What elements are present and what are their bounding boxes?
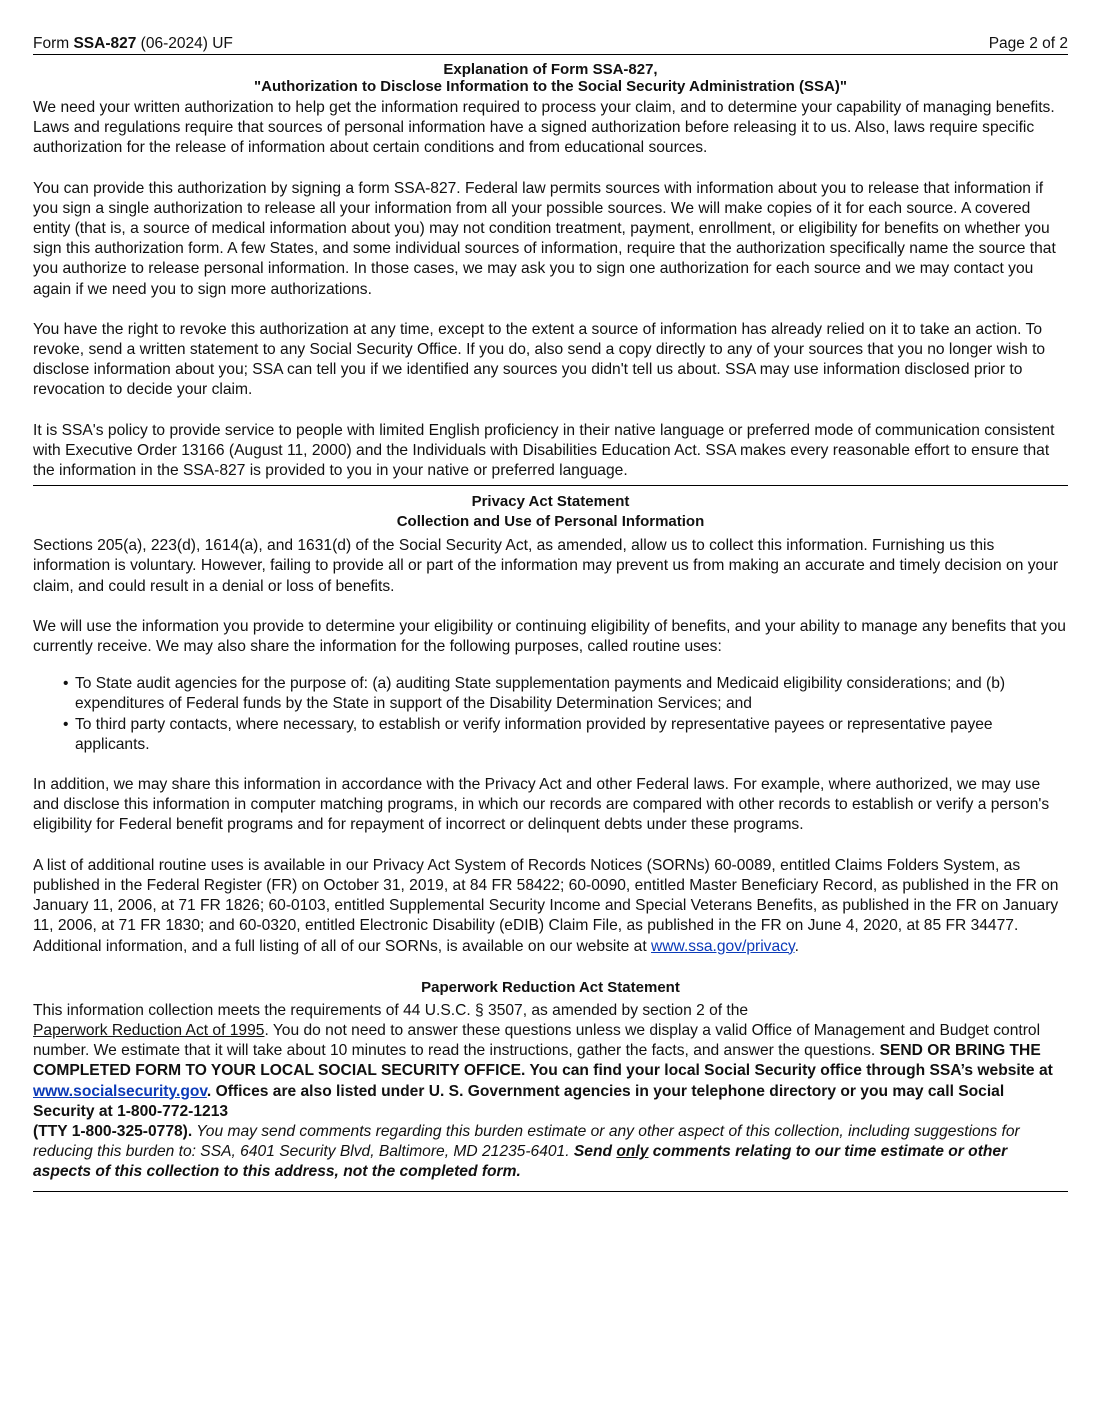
privacy-paragraph: Sections 205(a), 223(d), 1614(a), and 1631(d) of the Social Security Act, as amended, allow us to collect this information. Furnishing us this information is voluntary. However, failing to provide all or part of the information may prevent us from making an accurate and timely decision on your claim, and could result in a denial or loss of benefits. [33, 537, 1059, 595]
explanation-title: Explanation of Form SSA-827, "Authorization to Disclose Information to the Social Security Administration (SSA)" [254, 61, 847, 95]
section-divider [33, 485, 1068, 486]
privacy-link[interactable]: www.ssa.gov/privacy [651, 937, 795, 955]
routine-uses-list [33, 674, 1068, 755]
explanation-paragraph: You can provide this authorization by signing a form SSA-827. Federal law permits sources with information about you to release that information if you sign a single authorization to release all your information from all your possible sources. We will make copies of it for each source. A covered entity (that is, a source of medical information about you) may not condition treatment, payment, enrollment, or eligibility for benefits on whether you sign this authorization form. A few States, and some individual sources of information, require that the authorization specifically name the source that you authorize to release personal information. In those cases, we may ask you to sign one authorization for each source and we may contact you again if we need you to sign more authorizations. [33, 179, 1056, 298]
privacy-paragraph: We will use the information you provide to determine your eligibility or continuing eligibility of benefits, and your ability to manage any benefits that you currently receive. We may also share the information for the following purposes, called routine uses: [33, 617, 1066, 656]
explanation-paragraph: We need your written authorization to help get the information required to process your claim, and to determine your capability of managing benefits. Laws and regulations require that sources of personal information have a signed authorization before releasing it to us. Also, laws require specific authorization for the release of information about certain conditions and from educational sources. [33, 99, 1055, 157]
list-item: • To State audit agencies for the purpose of: (a) auditing State supplementation payments and Medicaid eligibility considerations; and (b) expenditures of Federal funds by the State in support of the Disability Determination Services; and [63, 674, 1068, 714]
form-number: Form SSA-827 (06-2024) UF [33, 35, 233, 52]
list-item: • To third party contacts, where necessary, to establish or verify information provided by representative payees or representative payee applicants. [63, 715, 1068, 755]
page-number: Page 2 of 2 [988, 35, 1068, 52]
explanation-paragraph: You have the right to revoke this authorization at any time, except to the extent a source of information has already relied on it to take an action. To revoke, send a written statement to any Social Security Office. If you do, also send a copy directly to any of your sources that you no longer wish to disclose information about you; SSA can tell you if we identified any sources you didn't tell us about. SSA may use information disclosed prior to revocation to decide your claim. [33, 320, 1046, 399]
explanation-paragraph: It is SSA's policy to provide service to people with limited English proficiency in their native language or preferred mode of communication consistent with Executive Order 13166 (August 11, 2000) and the Individuals with Disabilities Education Act. SSA makes every reasonable effort to ensure that the information in the SSA-827 is provided to you in your native or preferred language. [33, 421, 1055, 480]
pra-act-link[interactable]: Paperwork Reduction Act of 1995 [33, 1021, 265, 1039]
footer-divider [33, 1191, 1068, 1192]
privacy-paragraph: In addition, we may share this information in accordance with the Privacy Act and other Federal laws. For example, where authorized, we may use and disclose this information in computer matching programs, in which our records are compared with other records to establish or verify a person's eligibility for Federal benefit programs and for repayment of incorrect or delinquent debts under these programs. [33, 776, 1050, 834]
paperwork-title: Paperwork Reduction Act Statement [421, 978, 680, 996]
paperwork-paragraph: This information collection meets the requirements of 44 U.S.C. § 3507, as amended by section 2 of the Paperwork Reduction Act of 1995. You do not need to answer these questions unless we display a valid Office of Management and Budget control number. We estimate that it will take about 10 minutes to read the instructions, gather the facts, and answer the questions. SEND OR BRING THE COMPLETED FORM TO YOUR LOCAL SOCIAL SECURITY OFFICE. You can find your local Social Security office through SSA’s website at www.socialsecurity.gov. Offices are also listed under U. S. Government agencies in your telephone directory or you may call Social Security at 1-800-772-1213 (TTY 1-800-325-0778). You may send comments regarding this burden estimate or any other aspect of this collection, including suggestions for reducing this burden to: SSA, 6401 Security Blvd, Baltimore, MD 21235-6401. Send only comments relating to our time estimate or other aspects of this collection to this address, not the completed form. [33, 1001, 1053, 1181]
privacy-title: Privacy Act Statement Collection and Use of Personal Information [396, 493, 705, 531]
socialsecurity-link[interactable]: www.socialsecurity.gov [33, 1082, 207, 1100]
form-page [33, 34, 1068, 1192]
privacy-paragraph: A list of additional routine uses is available in our Privacy Act System of Records Notices (SORNs) 60-0089, entitled Claims Folders System, as published in the Federal Register (FR) on October 31, 2019, at 84 FR 58422; 60-0090, entitled Master Beneficiary Record, as published in the FR on January 11, 2006, at 71 FR 1826; 60-0103, entitled Supplemental Security Income and Special Veterans Benefits, as published in the FR on January 11, 2006, at 71 FR 1830; and 60-0320, entitled Electronic Disability (eDIB) Claim File, as published in the FR on June 4, 2020, at 85 FR 34477. Additional information, and a full listing of all of our SORNs, is available on our website at www.ssa.gov/privacy. [33, 856, 1059, 955]
page-header [33, 34, 1068, 55]
